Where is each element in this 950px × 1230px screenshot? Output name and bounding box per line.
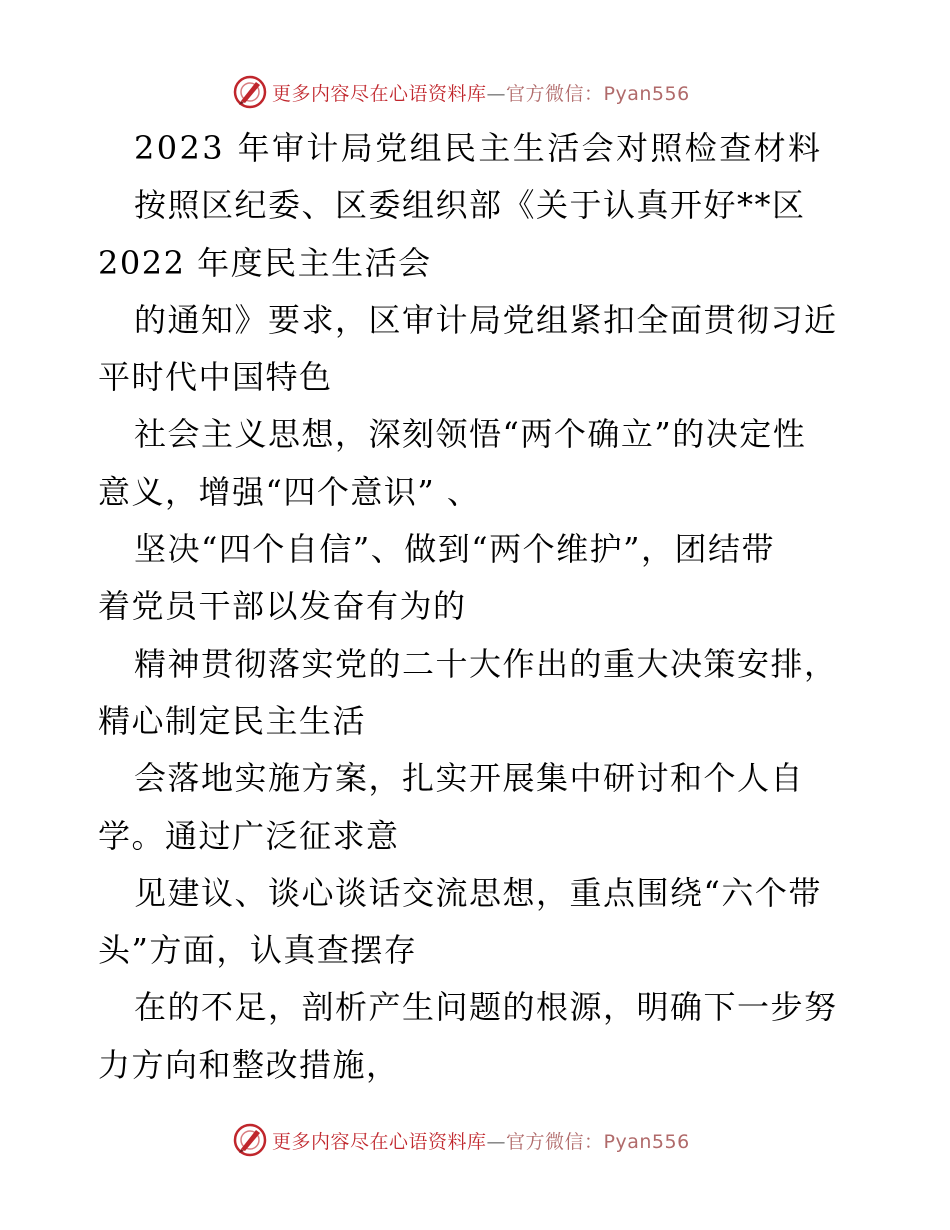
document-line: 精心制定民主生活 — [98, 701, 367, 740]
quill-pen-logo-icon — [232, 74, 268, 110]
document-line: 力方向和整改措施， — [98, 1045, 400, 1084]
document-line: 平时代中国特色 — [98, 358, 333, 397]
watermark-separator: — — [486, 82, 507, 105]
document-line: 意义，增强“四个意识” 、 — [98, 472, 481, 511]
watermark-text — [272, 1127, 690, 1154]
document-body — [98, 120, 858, 1094]
footer-watermark — [0, 1120, 950, 1160]
watermark-wechat-label: 官方微信： — [506, 82, 604, 105]
document-line: 着党员干部以发奋有为的 — [98, 587, 467, 626]
document-line: 社会主义思想，深刻领悟“两个确立”的决定性 — [134, 415, 807, 454]
watermark-wechat-id: Pyan556 — [603, 82, 690, 105]
quill-pen-logo-icon — [232, 1122, 268, 1158]
watermark-group — [232, 1120, 690, 1160]
watermark-wechat-label: 官方微信： — [506, 1130, 604, 1153]
document-line: 学。通过广泛征求意 — [98, 816, 400, 855]
header-watermark — [0, 72, 950, 112]
document-line: 按照区纪委、区委组织部《关于认真开好**区 — [134, 186, 806, 225]
document-line: 头”方面，认真查摆存 — [98, 931, 418, 970]
watermark-text — [272, 79, 690, 106]
document-title: 2023 年审计局党组民主生活会对照检查材料 — [134, 129, 823, 167]
watermark-separator: — — [486, 1130, 507, 1153]
document-line: 在的不足，剖析产生问题的根源，明确下一步努 — [134, 988, 838, 1027]
watermark-group — [232, 72, 690, 112]
document-line: 坚决“四个自信”、做到“两个维护”，团结带 — [134, 530, 775, 569]
document-line: 精神贯彻落实党的二十大作出的重大决策安排， — [134, 644, 838, 683]
document-line: 的通知》要求，区审计局党组紧扣全面贯彻习近 — [134, 300, 838, 339]
document-line: 2022 年度民主生活会 — [98, 243, 432, 282]
watermark-wechat-id: Pyan556 — [603, 1130, 690, 1153]
document-line: 见建议、谈心谈话交流思想，重点围绕“六个带 — [134, 873, 822, 912]
watermark-site-text: 更多内容尽在心语资料库 — [272, 82, 487, 105]
document-line: 会落地实施方案，扎实开展集中研讨和个人自 — [134, 759, 805, 798]
watermark-site-text: 更多内容尽在心语资料库 — [272, 1130, 487, 1153]
